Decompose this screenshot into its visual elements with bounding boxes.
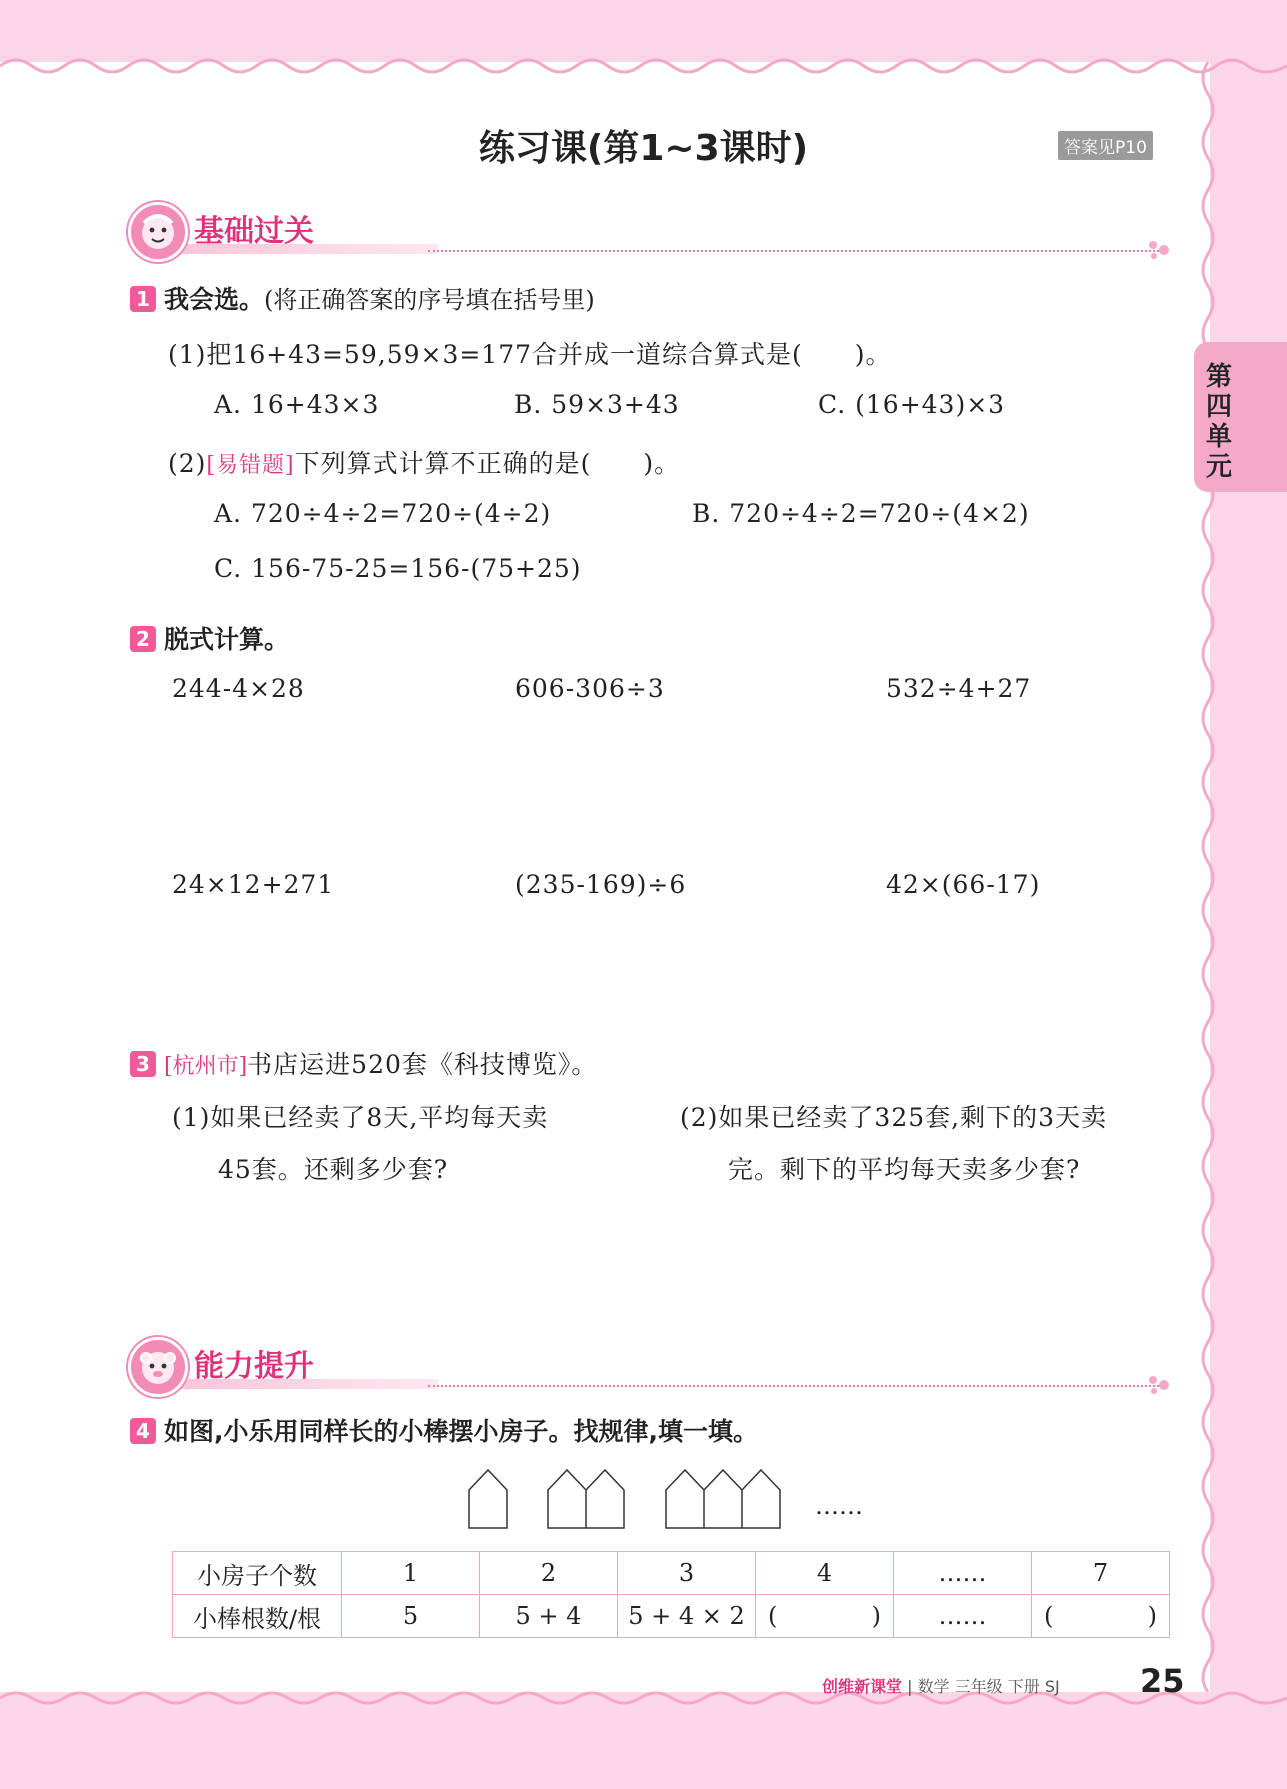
table-cell: 2 (480, 1552, 618, 1595)
unit-tab-label: 第四单元 (1206, 362, 1233, 482)
footer-brand: 创维新课堂 (822, 1677, 903, 1696)
sub-prefix: (2) (168, 449, 207, 478)
calc-item: 606-306÷3 (515, 674, 665, 703)
section-heading-advance (128, 1335, 1173, 1395)
houses-sticks-table (172, 1551, 1170, 1638)
q1-sub2-option-c: C. 156-75-25=156-(75+25) (214, 554, 582, 583)
table-cell: 5 (342, 1595, 480, 1638)
question-stem: 书店运进520套《科技博览》。 (247, 1050, 598, 1079)
question-2-heading (130, 620, 289, 656)
house-2-sticks (548, 1470, 624, 1528)
error-prone-tag: [易错题] (206, 453, 295, 478)
q1-sub2-option-a: A. 720÷4÷2=720÷(4÷2) (214, 499, 552, 528)
q3-sub2-line2: 完。剩下的平均每天卖多少套? (728, 1155, 1081, 1184)
question-1-heading (130, 280, 595, 316)
table-cell: …… (894, 1552, 1032, 1595)
question-title: 我会选。 (164, 285, 265, 314)
answer-blank[interactable] (756, 1595, 894, 1638)
paren-open: ( (768, 1602, 778, 1630)
unit-tab (1194, 342, 1287, 492)
mascot-icon (128, 202, 188, 262)
q3-sub1-line1: (1)如果已经卖了8天,平均每天卖 (172, 1103, 549, 1132)
dotted-divider (428, 250, 1163, 252)
q3-sub2-line1: (2)如果已经卖了325套,剩下的3天卖 (680, 1103, 1107, 1132)
calc-item: 532÷4+27 (886, 674, 1032, 703)
table-cell: 7 (1032, 1552, 1170, 1595)
row-header: 小棒根数/根 (173, 1595, 342, 1638)
pattern-continuation: …… (815, 1492, 863, 1520)
question-number: 4 (130, 1418, 156, 1444)
table-cell: 3 (618, 1552, 756, 1595)
paren-close: ) (1147, 1602, 1157, 1630)
question-instruction: (将正确答案的序号填在括号里) (264, 286, 595, 314)
dots-ornament-icon (1148, 1375, 1172, 1395)
wave-border-right (1196, 62, 1222, 1692)
question-number: 2 (130, 626, 156, 652)
mascot-icon (128, 1337, 188, 1397)
question-title: 如图,小乐用同样长的小棒摆小房子。找规律,填一填。 (164, 1417, 758, 1446)
row-header: 小房子个数 (173, 1552, 342, 1595)
footer-book-info: | 数学 三年级 下册 SJ (907, 1677, 1060, 1696)
footer-info (822, 1674, 1060, 1697)
question-3-heading (130, 1045, 597, 1081)
question-title: 脱式计算。 (164, 625, 290, 654)
table-row (173, 1552, 1170, 1595)
q1-sub2-option-b: B. 720÷4÷2=720÷(4×2) (692, 499, 1030, 528)
wave-border-bottom (0, 1686, 1287, 1712)
answer-reference-badge: 答案见P10 (1058, 131, 1153, 160)
wave-border-top (0, 52, 1287, 78)
page-title: 练习课(第1~3课时) (478, 128, 809, 169)
q1-sub1-option-c: C. (16+43)×3 (818, 390, 1006, 419)
house-1-sticks (469, 1470, 507, 1528)
answer-blank[interactable] (1032, 1595, 1170, 1638)
dots-ornament-icon (1148, 240, 1172, 260)
calc-item: (235-169)÷6 (515, 870, 687, 899)
calc-item: 42×(66-17) (886, 870, 1041, 899)
paren-close: ) (871, 1602, 881, 1630)
calc-item: 244-4×28 (172, 674, 305, 703)
q1-sub1-stem: (1)把16+43=59,59×3=177合并成一道综合算式是( )。 (168, 340, 892, 369)
q1-sub1-option-b: B. 59×3+43 (514, 390, 680, 419)
table-cell: 4 (756, 1552, 894, 1595)
question-number: 1 (130, 286, 156, 312)
q1-sub2-stem (168, 444, 680, 480)
q1-sub1-option-a: A. 16+43×3 (214, 390, 380, 419)
dotted-divider (428, 1385, 1163, 1387)
paren-open: ( (1044, 1602, 1054, 1630)
source-tag: [杭州市] (164, 1054, 248, 1079)
table-row (173, 1595, 1170, 1638)
table-cell: …… (894, 1595, 1032, 1638)
table-cell: 5 + 4 × 2 (618, 1595, 756, 1638)
calc-item: 24×12+271 (172, 870, 335, 899)
question-4-heading (130, 1412, 758, 1448)
section-title: 能力提升 (194, 1349, 314, 1384)
house-3-sticks (666, 1470, 780, 1528)
section-heading-basic (128, 200, 1173, 260)
section-title: 基础过关 (194, 214, 314, 249)
question-number: 3 (130, 1051, 156, 1077)
page-number: 25 (1140, 1662, 1185, 1700)
sub-stem-text: 下列算式计算不正确的是( )。 (294, 449, 681, 478)
stick-houses-figure (468, 1468, 798, 1530)
table-cell: 5 + 4 (480, 1595, 618, 1638)
q3-sub1-line2: 45套。还剩多少套? (218, 1155, 449, 1184)
table-cell: 1 (342, 1552, 480, 1595)
